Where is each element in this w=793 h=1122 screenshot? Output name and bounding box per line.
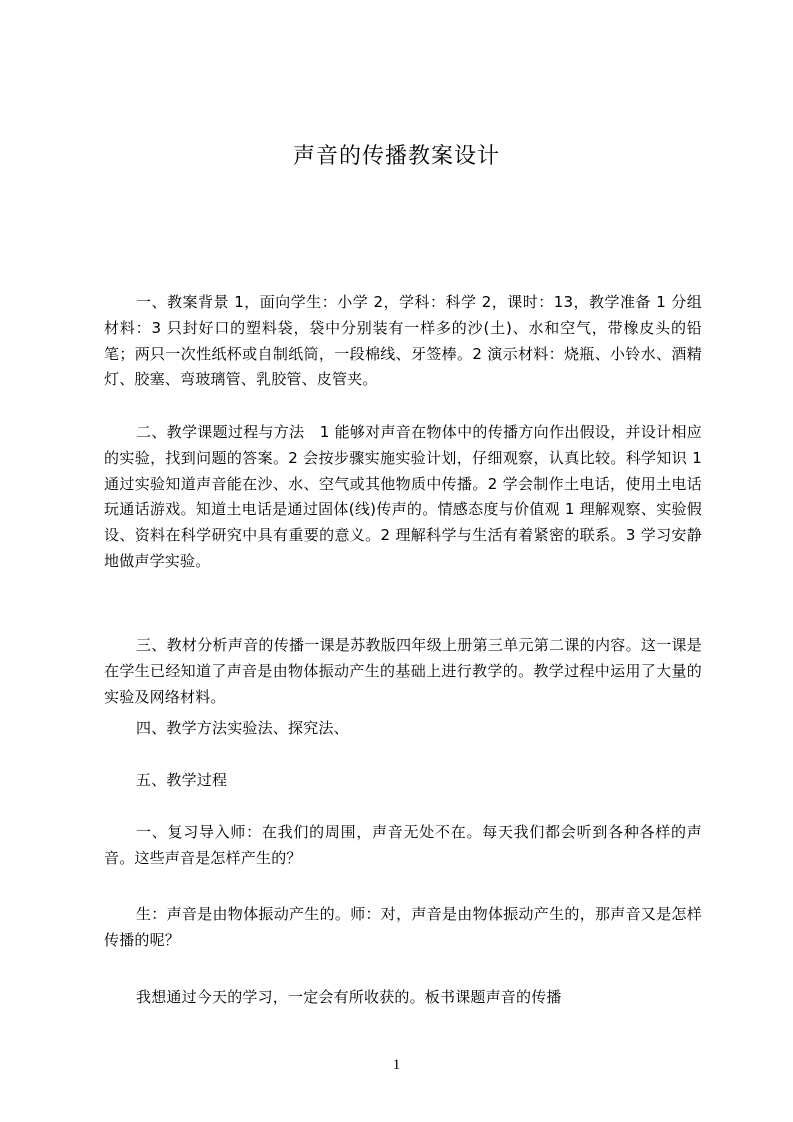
paragraph-material-analysis: 三、教材分析声音的传播一课是苏教版四年级上册第三单元第二课的内容。这一课是在学生已经知道了声音是由物体振动产生的基础上进行教学的。教学过程中运用了大量的实验及网络材料。 bbox=[104, 636, 702, 706]
paragraph-objectives: 二、教学课题过程与方法 1 能够对声音在物体中的传播方向作出假设，并设计相应的实验，找到问题的答案。2 会按步骤实施实验计划，仔细观察，认真比较。科学知识 1 通过实验知道声音能在沙、水、空气或其他物质中传播。2 学会制作土电话，使用土电话玩通话游戏。知道土电话是通过固体(线)传声的。情感态度与价值观 1 理解观察、实验假设、资料在科学研究中具有重要的意义。2 理解科学与生活有着紧密的联系。3 学习安静地做声学实验。 bbox=[104, 423, 702, 570]
document-title: 声音的传播教案设计 bbox=[292, 144, 500, 169]
page-number: 1 bbox=[392, 1057, 401, 1073]
paragraph-student-teacher-dialogue: 生：声音是由物体振动产生的。师：对，声音是由物体振动产生的，那声音又是怎样传播的呢？ bbox=[104, 905, 702, 949]
paragraph-background: 一、教案背景 1，面向学生：小学 2，学科：科学 2，课时：13，教学准备 1 分组材料：3 只封好口的塑料袋，袋中分别装有一样多的沙(土)、水和空气，带橡皮头的铅笔；两只一次性纸杯或自制纸筒，一段棉线、牙签棒。2 演示材料：烧瓶、小铃水、酒精灯、胶塞、弯玻璃管、乳胶管、皮管夹。 bbox=[104, 293, 702, 389]
paragraph-teaching-methods: 四、教学方法实验法、探究法、 bbox=[136, 719, 349, 737]
paragraph-lesson-topic: 我想通过今天的学习，一定会有所收获的。板书课题声音的传播 bbox=[136, 988, 562, 1006]
paragraph-teaching-process-heading: 五、教学过程 bbox=[136, 771, 228, 789]
paragraph-review-intro: 一、复习导入师：在我们的周围，声音无处不在。每天我们都会听到各种各样的声音。这些声音是怎样产生的？ bbox=[104, 823, 702, 867]
